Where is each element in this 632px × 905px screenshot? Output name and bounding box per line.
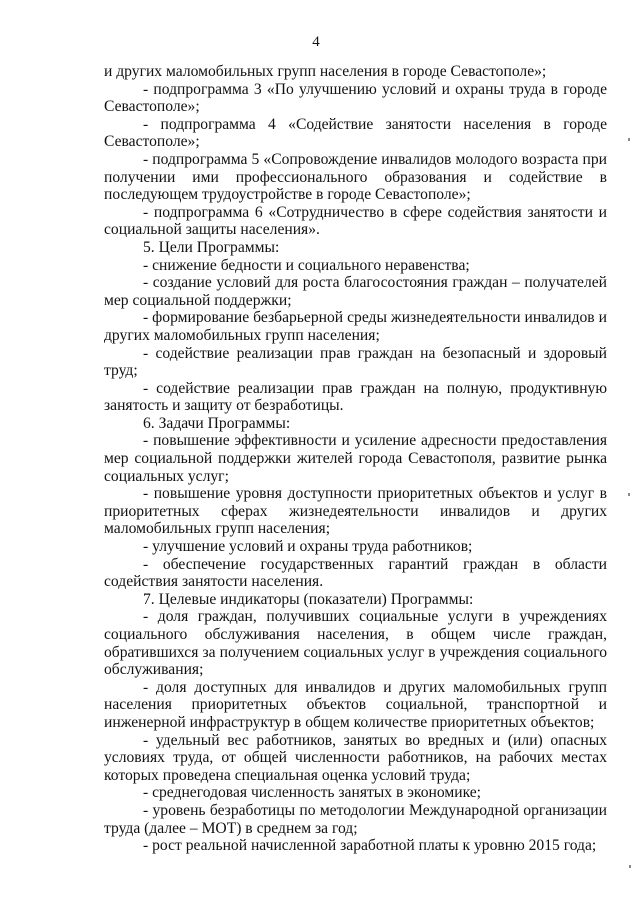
- body-text: [104, 63, 607, 855]
- goal-item: - содействие реализации прав граждан на полную, продуктивную занятость и защиту от безработицы.: [104, 379, 607, 415]
- goal-item: - снижение бедности и социального неравенства;: [143, 256, 470, 274]
- paragraph-subprogram-5: - подпрограмма 5 «Сопровождение инвалидов молодого возраста при получении ими профессионального образования и содействие в последующем трудоустройстве в городе Севастополе»;: [104, 150, 607, 204]
- paragraph-subprogram-6: - подпрограмма 6 «Сотрудничество в сфере содействия занятости и социальной защиты населения».: [104, 203, 607, 239]
- goal-item: - формирование безбарьерной среды жизнедеятельности инвалидов и других маломобильных групп населения;: [104, 309, 607, 344]
- indicator-item: - доля доступных для инвалидов и других маломобильных групп населения приоритетных объектов социальной, транспортной и инженерной инфраструктур в общем количестве приоритетных объектов;: [104, 678, 607, 731]
- task-item: - обеспечение государственных гарантий граждан в области содействия занятости населения.: [104, 555, 607, 591]
- page-number: 4: [312, 34, 320, 50]
- indicator-item: - уровень безработицы по методологии Международной организации труда (далее – МОТ) в среднем за год;: [104, 801, 607, 837]
- task-item: - повышение уровня доступности приоритетных объектов и услуг в приоритетных сферах жизнедеятельности инвалидов и других маломобильных групп населения;: [104, 485, 607, 538]
- goal-item: - создание условий для роста благосостояния граждан – получателей мер социальной поддержки;: [104, 274, 607, 309]
- section-heading-tasks: 6. Задачи Программы:: [143, 414, 291, 432]
- indicator-item: - рост реальной начисленной заработной платы к уровню 2015 года;: [143, 837, 597, 855]
- paragraph-subprogram-2-end: и других маломобильных групп населения в городе Севастополе»;: [104, 63, 547, 80]
- scan-edge-mark: [628, 493, 630, 496]
- paragraph-subprogram-3: - подпрограмма 3 «По улучшению условий и охраны труда в городе Севастополе»;: [104, 80, 607, 116]
- task-item: - улучшение условий и охраны труда работников;: [143, 538, 473, 556]
- section-heading-goals: 5. Цели Программы:: [143, 238, 280, 256]
- indicator-item: - среднегодовая численность занятых в экономике;: [143, 784, 482, 802]
- scan-edge-mark: [628, 138, 630, 141]
- indicator-item: - доля граждан, получивших социальные услуги в учреждениях социального обслуживания населения, в общем числе граждан, обратившихся за получением социальных услуг в учреждения социального обслуживания;: [104, 608, 607, 679]
- goal-item: - содействие реализации прав граждан на безопасный и здоровый труд;: [104, 344, 607, 380]
- paragraph-subprogram-4: - подпрограмма 4 «Содействие занятости населения в городе Севастополе»;: [104, 115, 607, 151]
- task-item: - повышение эффективности и усиление адресности предоставления мер социальной поддержки жителей города Севастополя, развитие рынка социальных услуг;: [104, 432, 607, 485]
- scan-edge-mark: [629, 865, 631, 868]
- indicator-item: - удельный вес работников, занятых во вредных и (или) опасных условиях труда, от общей численности работников, на рабочих местах которых проведена специальная оценка условий труда;: [104, 731, 607, 784]
- section-heading-indicators: 7. Целевые индикаторы (показатели) Программы:: [143, 590, 474, 608]
